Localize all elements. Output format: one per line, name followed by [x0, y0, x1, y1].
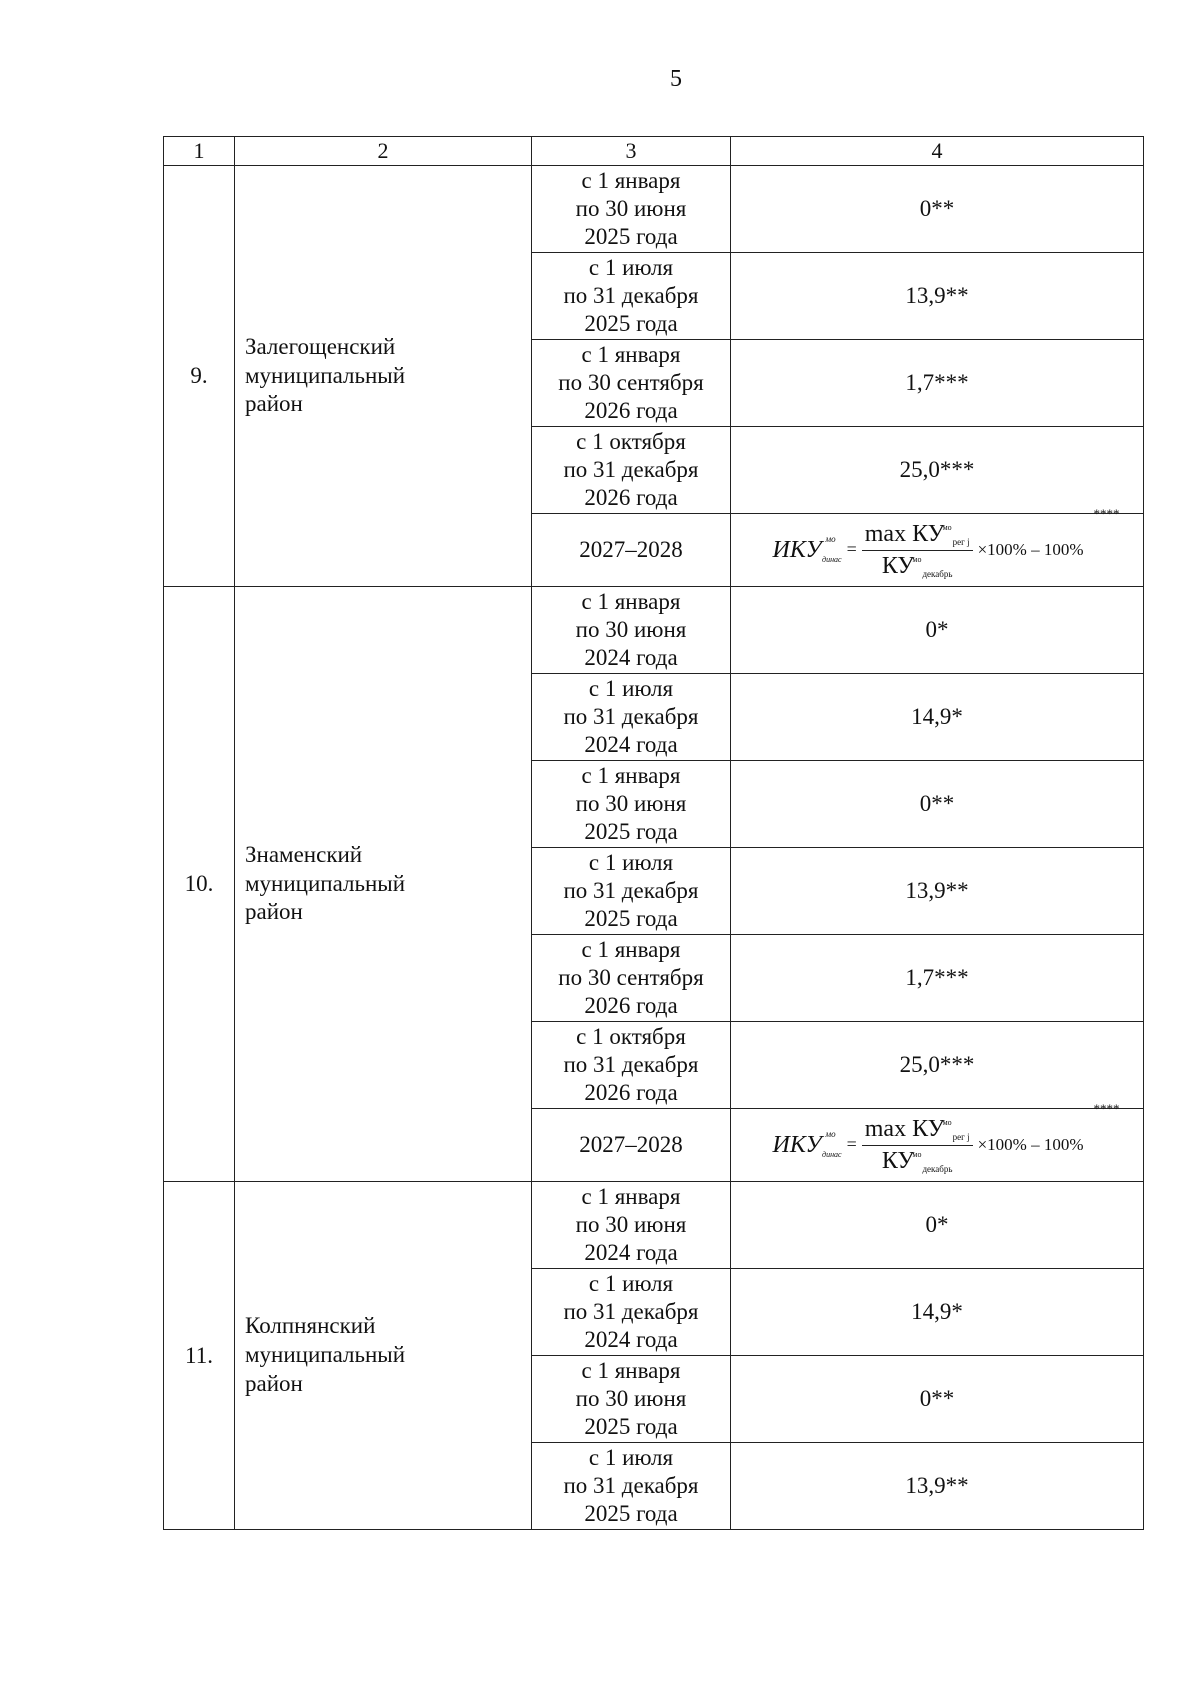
period-line: 2027–2028 [579, 536, 683, 562]
period-line: по 30 июня [575, 790, 687, 816]
period-line: 2025 года [584, 906, 678, 932]
formula-numerator-sup: мо [942, 1117, 952, 1127]
formula-denominator-text: КУ [881, 1147, 915, 1174]
period-cell [532, 674, 731, 761]
table-header [164, 137, 1144, 166]
header-col-1: 1 [164, 137, 235, 166]
formula-numerator [862, 520, 973, 551]
period-line: 2026 года [584, 1080, 678, 1106]
value-cell: 0** [731, 761, 1144, 848]
formula-numerator-sub: рег j [952, 536, 970, 547]
district-name-line: район [245, 391, 303, 417]
value-cell: 0** [731, 166, 1144, 253]
formula-denominator [882, 1146, 953, 1176]
row-number: 10. [164, 587, 235, 1182]
district-name-line: Залегощенский [245, 333, 396, 359]
value-cell: 14,9* [731, 1269, 1144, 1356]
period-line: 2026 года [584, 398, 678, 424]
period-cell [532, 935, 731, 1022]
header-col-3: 3 [532, 137, 731, 166]
period-line: по 30 сентября [558, 964, 704, 990]
period-line: с 1 октября [576, 428, 686, 454]
period-line: по 30 сентября [558, 369, 704, 395]
period-cell [532, 848, 731, 935]
formula-lhs-text: ИКУ [772, 536, 822, 563]
period-line: по 30 июня [575, 616, 687, 642]
formula-fraction [862, 520, 973, 581]
row-number: 9. [164, 166, 235, 587]
period-line: по 31 декабря [563, 456, 699, 482]
period-cell [532, 1269, 731, 1356]
formula-denominator-sup: мо [912, 554, 922, 564]
period-cell [532, 340, 731, 427]
formula-numerator-sub: рег j [952, 1131, 970, 1142]
period-line: с 1 июля [588, 1270, 674, 1296]
period-line: с 1 января [581, 1183, 681, 1209]
formula-lhs-sup: мо [825, 533, 836, 544]
district-name [235, 1182, 532, 1530]
formula-cell [731, 505, 1144, 587]
page-number [0, 66, 1200, 93]
period-line: по 30 июня [575, 1385, 687, 1411]
period-cell [532, 1182, 731, 1269]
formula-footnote-stars: **** [1093, 505, 1120, 521]
period-line: 2025 года [584, 311, 678, 337]
table-body [164, 166, 1144, 1530]
period-cell [532, 587, 731, 674]
table-row [164, 587, 1144, 674]
formula-denominator-sub: декабрь [922, 1163, 953, 1174]
period-line: 2025 года [584, 1414, 678, 1440]
period-cell [532, 514, 731, 587]
period-line: с 1 июля [588, 254, 674, 280]
district-name-line: Колпнянский [245, 1313, 376, 1339]
period-line: по 31 декабря [563, 1472, 699, 1498]
page-number-text: 5 [670, 66, 682, 92]
formula-denominator-sub: декабрь [922, 568, 953, 579]
period-cell [532, 253, 731, 340]
period-line: 2024 года [584, 732, 678, 758]
period-line: 2024 года [584, 1240, 678, 1266]
header-col-2: 2 [235, 137, 532, 166]
period-line: по 31 декабря [563, 1298, 699, 1324]
formula-numerator-text: max КУ [864, 1115, 945, 1142]
value-cell: 13,9** [731, 253, 1144, 340]
formula-lhs [772, 533, 842, 565]
formula [772, 505, 1120, 581]
district-name-line: муниципальный [245, 870, 406, 896]
period-line: по 31 декабря [563, 703, 699, 729]
formula-lhs-sub: динас [822, 1149, 842, 1159]
value-cell: 1,7*** [731, 340, 1144, 427]
period-line: 2024 года [584, 645, 678, 671]
period-line: с 1 января [581, 167, 681, 193]
period-line: с 1 января [581, 936, 681, 962]
formula-fraction [862, 1115, 973, 1176]
value-cell: 1,7*** [731, 935, 1144, 1022]
period-line: по 31 декабря [563, 877, 699, 903]
formula-denominator-text: КУ [881, 552, 915, 579]
formula-tail: ×100% – 100% [977, 1134, 1084, 1154]
formula-denominator [882, 551, 953, 581]
formula-footnote-stars: **** [1093, 1100, 1120, 1116]
period-cell [532, 166, 731, 253]
formula-cell [731, 1100, 1144, 1182]
table-row [164, 1182, 1144, 1269]
period-line: по 31 декабря [563, 282, 699, 308]
rates-table [163, 136, 1144, 1530]
period-line: с 1 января [581, 341, 681, 367]
period-line: с 1 июля [588, 675, 674, 701]
district-name [235, 587, 532, 1182]
period-cell [532, 427, 731, 514]
formula-lhs [772, 1128, 842, 1160]
header-col-4: 4 [731, 137, 1144, 166]
table-row [164, 166, 1144, 253]
period-line: 2024 года [584, 1327, 678, 1353]
period-line: 2025 года [584, 224, 678, 250]
formula [772, 1100, 1120, 1176]
formula-tail: ×100% – 100% [977, 539, 1084, 559]
formula-lhs-text: ИКУ [772, 1131, 822, 1158]
formula-lhs-sup: мо [825, 1128, 836, 1139]
district-name-line: район [245, 1370, 303, 1396]
period-cell [532, 1356, 731, 1443]
formula-lhs-sub: динас [822, 554, 842, 564]
period-line: с 1 января [581, 1357, 681, 1383]
value-cell: 13,9** [731, 848, 1144, 935]
period-line: с 1 октября [576, 1023, 686, 1049]
value-cell: 13,9** [731, 1443, 1144, 1530]
district-name-line: Знаменский [245, 841, 363, 867]
district-name-line: муниципальный [245, 362, 406, 388]
period-line: с 1 июля [588, 849, 674, 875]
value-cell: 25,0*** [731, 427, 1144, 514]
period-line: 2026 года [584, 993, 678, 1019]
district-name [235, 166, 532, 587]
formula-numerator [862, 1115, 973, 1146]
formula-numerator-sup: мо [942, 522, 952, 532]
period-line: по 30 июня [575, 195, 687, 221]
period-cell [532, 1109, 731, 1182]
period-line: 2026 года [584, 485, 678, 511]
district-name-line: район [245, 899, 303, 925]
period-cell [532, 1022, 731, 1109]
period-line: с 1 июля [588, 1444, 674, 1470]
period-line: с 1 января [581, 762, 681, 788]
period-line: 2027–2028 [579, 1131, 683, 1157]
value-cell: 0** [731, 1356, 1144, 1443]
formula-equals: = [846, 539, 857, 560]
period-line: с 1 января [581, 588, 681, 614]
value-cell: 0* [731, 587, 1144, 674]
value-cell: 14,9* [731, 674, 1144, 761]
period-cell [532, 1443, 731, 1530]
header-row [164, 137, 1144, 166]
formula-denominator-sup: мо [912, 1149, 922, 1159]
formula-equals: = [846, 1134, 857, 1155]
period-line: по 30 июня [575, 1211, 687, 1237]
row-number: 11. [164, 1182, 235, 1530]
value-cell: 25,0*** [731, 1022, 1144, 1109]
period-line: 2025 года [584, 1501, 678, 1527]
period-cell [532, 761, 731, 848]
formula-numerator-text: max КУ [864, 520, 945, 547]
period-line: по 31 декабря [563, 1051, 699, 1077]
period-line: 2025 года [584, 819, 678, 845]
value-cell: 0* [731, 1182, 1144, 1269]
district-name-line: муниципальный [245, 1342, 406, 1368]
